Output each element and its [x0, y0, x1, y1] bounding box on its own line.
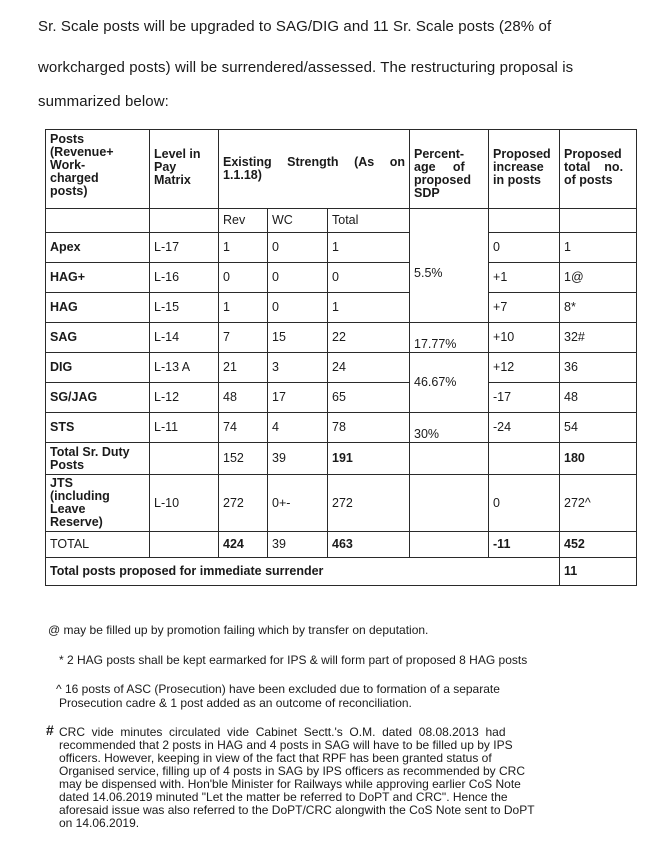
percentage-group-2: 17.77%	[410, 323, 489, 353]
note-hash-mark: #	[46, 722, 54, 738]
subheader-row	[46, 209, 637, 233]
table-row: STS L-11 74 4 78 30% -24 54	[46, 413, 637, 443]
header-row	[46, 130, 637, 209]
restructuring-table	[45, 129, 637, 586]
header-increase: Proposed increase in posts	[489, 130, 560, 209]
header-existing-strength: Existing Strength (As on 1.1.18)	[219, 130, 410, 209]
percentage-group-1: 5.5%	[410, 233, 489, 323]
header-posts: Posts (Revenue+ Work- charged posts)	[46, 130, 150, 209]
note-caret-line-1: ^ 16 posts of ASC (Prosecution) have been excluded due to formation of a separate	[56, 682, 500, 696]
intro-line-2: workcharged posts) will be surrendered/assessed. The restructuring proposal is	[38, 59, 574, 76]
table-row: SG/JAG L-12 48 17 65 -17 48	[46, 383, 637, 413]
percentage-group-4: 30%	[410, 413, 489, 443]
header-level: Level in Pay Matrix	[150, 130, 219, 209]
grand-total-row: TOTAL 424 39 463 -11 452	[46, 532, 637, 558]
table-row: HAG+ L-16 0 0 0 +1 1@	[46, 263, 637, 293]
table-row: DIG L-13 A 21 3 24 46.67% +12 36	[46, 353, 637, 383]
total-duty-row: Total Sr. Duty Posts 152 39 191 180	[46, 443, 637, 475]
intro-line-1: Sr. Scale posts will be upgraded to SAG/DIG and 11 Sr. Scale posts (28% of	[38, 18, 552, 35]
header-total: Total	[328, 209, 410, 233]
header-percentage: Percent- age of proposed SDP	[410, 130, 489, 209]
jts-row: JTS (including Leave Reserve) L-10 272 0+- 272 0 272^	[46, 475, 637, 532]
header-total-posts: Proposed total no. of posts	[560, 130, 637, 209]
note-star: * 2 HAG posts shall be kept earmarked for IPS & will form part of proposed 8 HAG posts	[59, 653, 528, 667]
table-row: SAG L-14 7 15 22 17.77% +10 32#	[46, 323, 637, 353]
header-rev: Rev	[219, 209, 268, 233]
table-row: Apex L-17 1 0 1 5.5% 0 1	[46, 233, 637, 263]
percentage-group-3: 46.67%	[410, 353, 489, 413]
table-row: HAG L-15 1 0 1 +7 8*	[46, 293, 637, 323]
header-wc: WC	[268, 209, 328, 233]
note-caret-line-2: Prosecution cadre & 1 post added as an outcome of reconciliation.	[59, 696, 412, 710]
surrender-row: Total posts proposed for immediate surrender 11	[46, 558, 637, 586]
note-hash-text: CRC vide minutes circulated vide Cabinet Sectt.'s O.M. dated 08.08.2013 had recommended that 2 posts in HAG and 4 posts in SAG will have to be filled up by IPS officers. However, keeping in view of the fact that RPF has been granted status of Organised service, filling up of 4 posts in SAG by IPS officers as recommended by CRC may be dispensed with. Hon'ble Minister for Railways while approving earlier CoS Note dated 14.06.2019 minuted "Let the matter be referred to DoPT and CRC". Hence the aforesaid issue was also referred to the DoPT/CRC alongwith the CoS Note sent to DoPT on 14.06.2019.	[59, 725, 535, 830]
intro-line-3: summarized below:	[38, 93, 169, 110]
note-at: @ may be filled up by promotion failing which by transfer on deputation.	[48, 623, 429, 637]
